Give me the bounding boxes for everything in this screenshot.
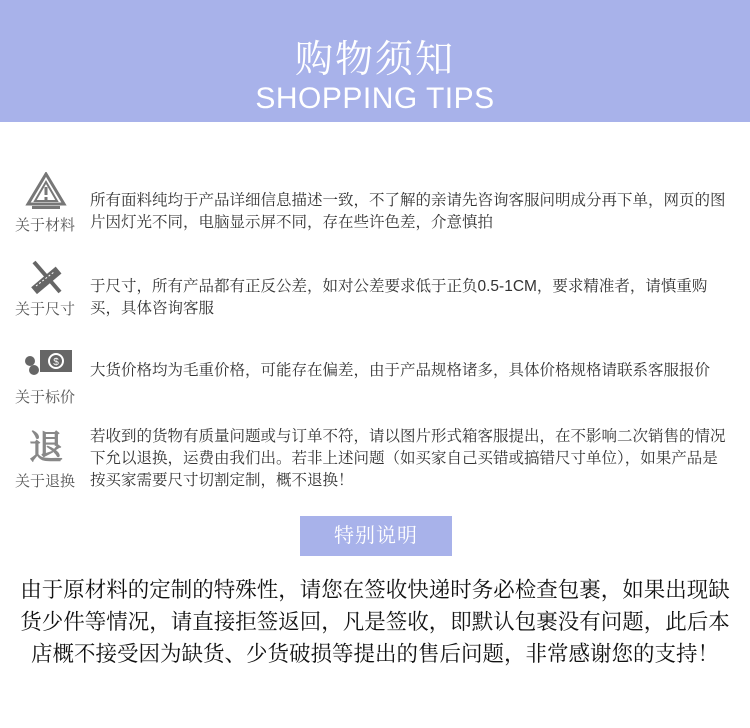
section-text: 大货价格均为毛重价格，可能存在偏差，由于产品规格诸多，具体价格规格请联系客服报价: [90, 362, 711, 379]
section-text: 于尺寸，所有产品都有正反公差，如对公差要求低于正负0.5-1CM，要求精准者，请慎重购买，具体咨询客服: [90, 278, 708, 317]
page-title: 购物须知: [294, 39, 455, 81]
header-banner: [0, 0, 750, 122]
special-notice-text: 由于原材料的定制的特殊性，请您在签收快递时务必检查包裹，如果出现缺货少件等情况，请直接拒签返回，凡是签收，即默认包裹没有问题，此后本店概不接受因为缺货、少货破损等提出的售后问题，非常感谢您的支持！: [20, 578, 730, 666]
section-text: 所有面料纯均于产品详细信息描述一致，不了解的亲请先咨询客服问明成分再下单，网页的图片因灯光不同，电脑显示屏不同，存在些许色差，介意慎拍: [90, 192, 726, 231]
return-icon: 退: [29, 429, 63, 467]
page-subtitle: SHOPPING TIPS: [255, 82, 495, 115]
ruler-compass-icon: [24, 258, 68, 298]
warning-icon: [24, 172, 68, 212]
section-label: 关于材料: [14, 217, 75, 234]
section-label: 关于标价: [14, 389, 75, 406]
section-label: 关于退换: [14, 473, 75, 490]
svg-text:$: $: [53, 357, 59, 368]
money-icon: [24, 348, 68, 388]
section-label: 关于尺寸: [14, 301, 75, 318]
special-notice-heading: 特别说明: [300, 516, 452, 556]
section-text: 若收到的货物有质量问题或与订单不符，请以图片形式箱客服提出，在不影响二次销售的情况下允以退换，运费由我们出。若非上述问题（如买家自己买错或搞错尺寸单位），如果产品是按买家需要尺寸切割定制，概不退换！: [90, 428, 726, 489]
